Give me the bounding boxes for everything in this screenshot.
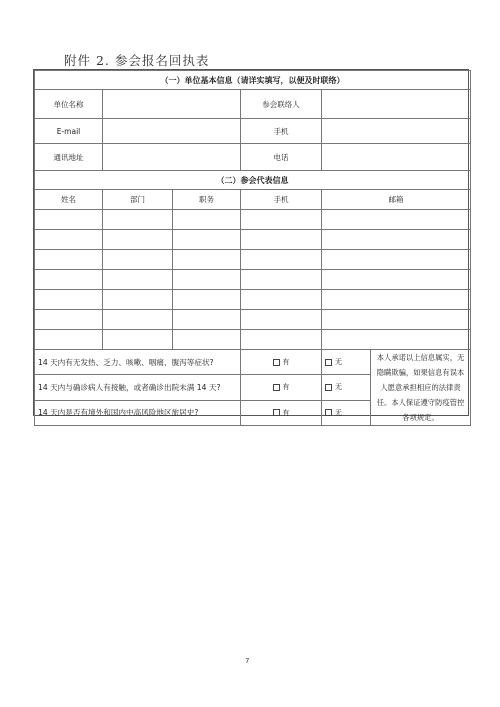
- attendee-position-cell[interactable]: [173, 230, 241, 250]
- email-label: E-mail: [35, 119, 103, 144]
- attendee-name-cell[interactable]: [35, 210, 103, 230]
- attendee-mobile-cell[interactable]: [241, 290, 322, 310]
- phone-label: 电话: [241, 144, 322, 171]
- attendee-name-cell[interactable]: [35, 310, 103, 330]
- attendee-name-cell[interactable]: [35, 230, 103, 250]
- address-field[interactable]: [103, 144, 241, 171]
- attendee-department-cell[interactable]: [103, 310, 173, 330]
- attendee-position-cell[interactable]: [173, 270, 241, 290]
- unit-name-field[interactable]: [103, 90, 241, 119]
- checkbox-icon: [273, 409, 280, 416]
- column-header-mobile: 手机: [241, 190, 322, 210]
- attendee-department-cell[interactable]: [103, 290, 173, 310]
- page-title: 附件 2. 参会报名回执表: [64, 53, 210, 68]
- mobile-label: 手机: [241, 119, 322, 144]
- attendee-email-cell[interactable]: [322, 290, 471, 310]
- table-row: [35, 330, 471, 350]
- contact-person-label: 参会联络人: [241, 90, 322, 119]
- email-field[interactable]: [103, 119, 241, 144]
- attendee-position-cell[interactable]: [173, 310, 241, 330]
- attendee-name-cell[interactable]: [35, 270, 103, 290]
- answer-no-option[interactable]: [322, 400, 371, 425]
- attendee-email-cell[interactable]: [322, 270, 471, 290]
- attendee-department-cell[interactable]: [103, 230, 173, 250]
- option-no-label: 无: [335, 383, 342, 392]
- attendee-email-cell[interactable]: [322, 230, 471, 250]
- column-header-position: 职务: [173, 190, 241, 210]
- attendee-name-cell[interactable]: [35, 290, 103, 310]
- attendee-department-cell[interactable]: [103, 210, 173, 230]
- table-row: [35, 290, 471, 310]
- answer-yes-option[interactable]: [241, 400, 322, 425]
- option-no-label: 无: [335, 408, 342, 417]
- attendee-position-cell[interactable]: [173, 290, 241, 310]
- table-row: [35, 230, 471, 250]
- option-yes-label: 有: [282, 358, 290, 367]
- contact-person-field[interactable]: [322, 90, 471, 119]
- checkbox-icon: [325, 359, 332, 366]
- attendee-mobile-cell[interactable]: [241, 270, 322, 290]
- checkbox-icon: [325, 384, 332, 391]
- answer-yes-option[interactable]: [241, 350, 322, 375]
- attendee-mobile-cell[interactable]: [241, 330, 322, 350]
- answer-no-option[interactable]: [322, 350, 371, 375]
- attendee-name-cell[interactable]: [35, 330, 103, 350]
- option-yes-label: 有: [282, 383, 290, 392]
- section-attendee-header: （二）参会代表信息: [35, 171, 471, 190]
- checkbox-icon: [273, 359, 280, 366]
- table-row: [35, 250, 471, 270]
- column-header-name: 姓名: [35, 190, 103, 210]
- checkbox-icon: [273, 384, 280, 391]
- checkbox-icon: [325, 409, 332, 416]
- unit-name-label: 单位名称: [35, 90, 103, 119]
- attendee-department-cell[interactable]: [103, 330, 173, 350]
- table-row: [35, 210, 471, 230]
- attendee-mobile-cell[interactable]: [241, 230, 322, 250]
- attendee-email-cell[interactable]: [322, 250, 471, 270]
- table-row: [35, 310, 471, 330]
- attendee-email-cell[interactable]: [322, 310, 471, 330]
- attendee-mobile-cell[interactable]: [241, 210, 322, 230]
- address-label: 通讯地址: [35, 144, 103, 171]
- column-header-email: 邮箱: [322, 190, 471, 210]
- page-number: 7: [245, 657, 250, 665]
- question-symptoms: 14 天内有无发热、乏力、咳嗽、咽痛、腹泻等症状?: [35, 350, 241, 375]
- attendee-email-cell[interactable]: [322, 210, 471, 230]
- attendee-name-cell[interactable]: [35, 250, 103, 270]
- attendee-department-cell[interactable]: [103, 250, 173, 270]
- attendee-position-cell[interactable]: [173, 210, 241, 230]
- column-header-department: 部门: [103, 190, 173, 210]
- registration-form-table: [33, 69, 469, 422]
- attendee-mobile-cell[interactable]: [241, 310, 322, 330]
- mobile-field[interactable]: [322, 119, 471, 144]
- question-contact: 14 天内与确诊病人有接触，或者确诊出院未满 14 天?: [35, 375, 241, 400]
- attendee-department-cell[interactable]: [103, 270, 173, 290]
- option-yes-label: 有: [282, 408, 290, 417]
- attendee-mobile-cell[interactable]: [241, 250, 322, 270]
- answer-yes-option[interactable]: [241, 375, 322, 400]
- pledge-text: 本人承诺以上信息属实，无隐瞒欺骗，如果信息有误本人愿意承担相应的法律责任。本人保证遵守防疫管控各项规定。: [371, 350, 471, 426]
- phone-field[interactable]: [322, 144, 471, 171]
- attendee-position-cell[interactable]: [173, 250, 241, 270]
- option-no-label: 无: [335, 358, 342, 367]
- question-travel: 14 天内是否有境外和国内中高风险地区旅居史?: [35, 400, 241, 425]
- attendee-position-cell[interactable]: [173, 330, 241, 350]
- table-row: [35, 270, 471, 290]
- attendee-email-cell[interactable]: [322, 330, 471, 350]
- answer-no-option[interactable]: [322, 375, 371, 400]
- section-unit-info-header: （一）单位基本信息（请详实填写，以便及时联络）: [35, 71, 471, 90]
